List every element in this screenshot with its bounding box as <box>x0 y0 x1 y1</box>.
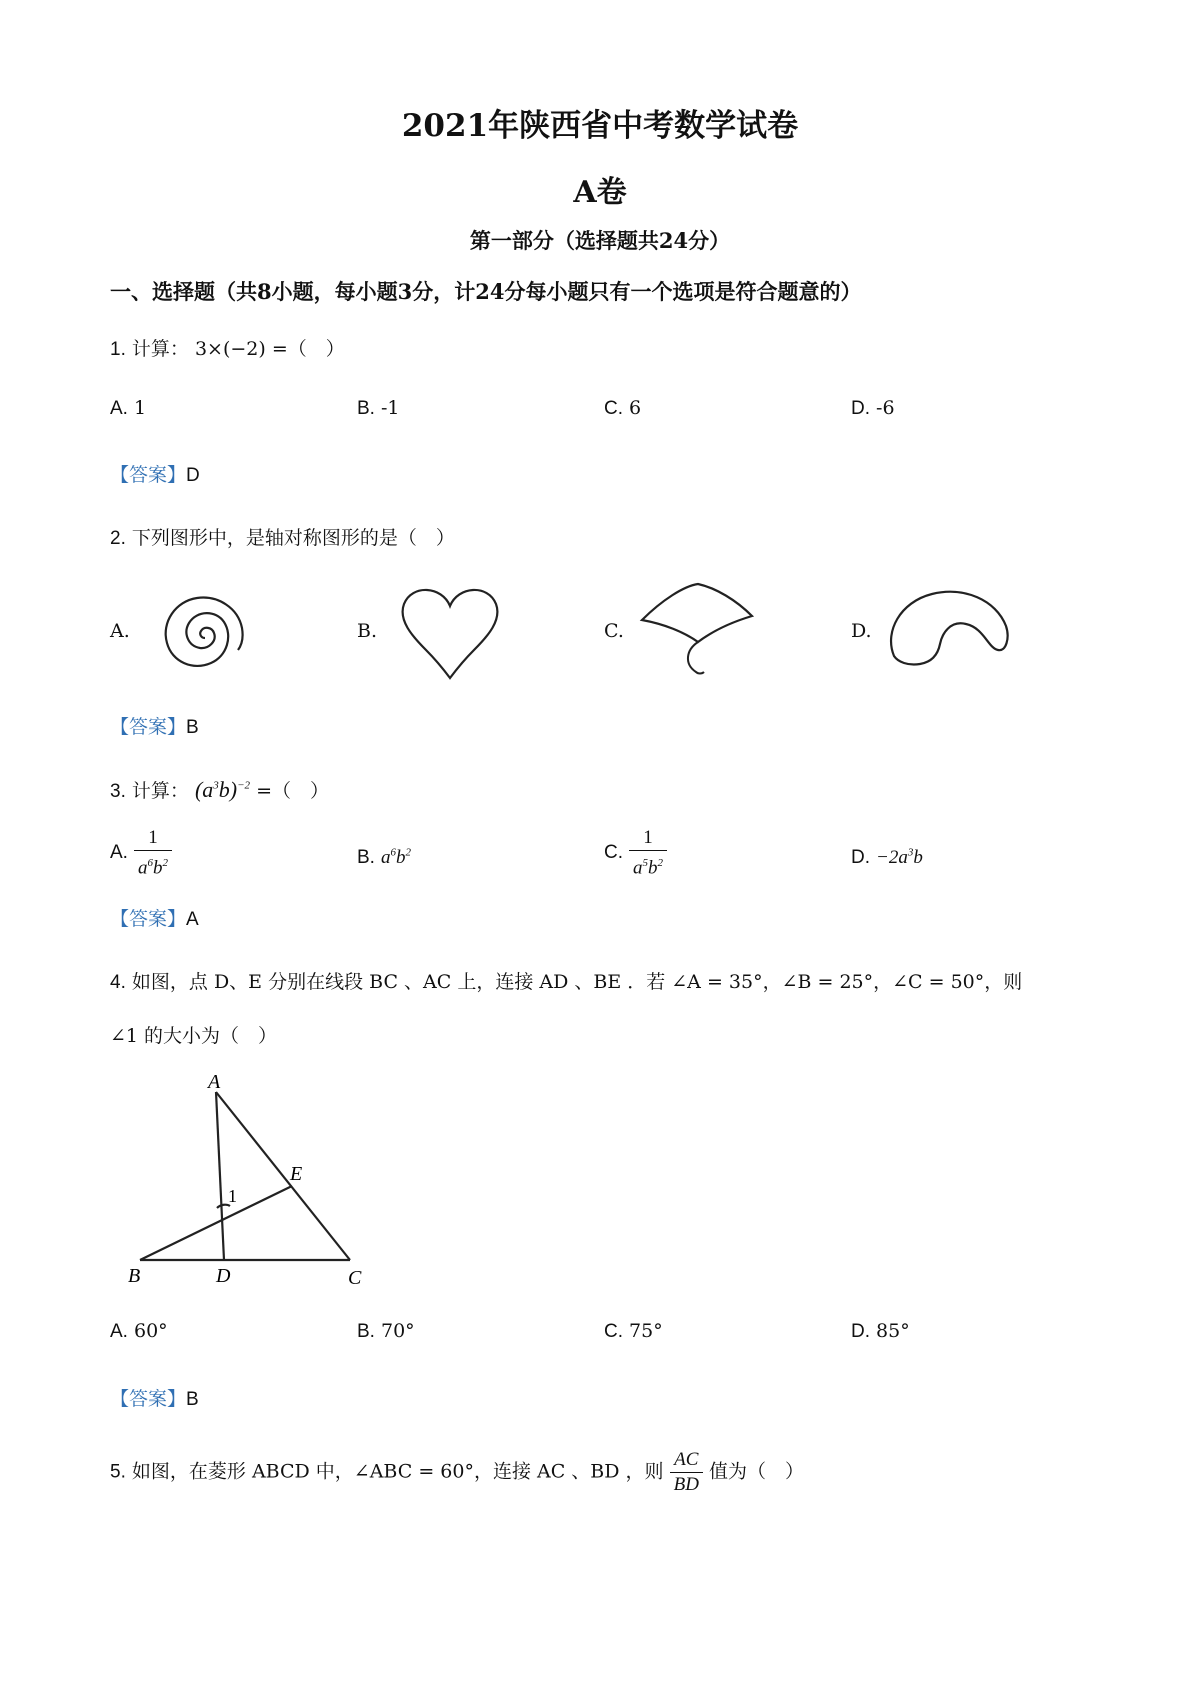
wave-figure-icon[interactable] <box>880 582 1020 682</box>
question-stem: 如图，在菱形 ABCD 中，∠ABC = 60°，连接 AC 、BD ，则 <box>131 1460 664 1483</box>
answer-label: 【答案】 <box>110 1388 187 1410</box>
option-text: -6 <box>876 397 895 419</box>
fraction <box>629 826 667 880</box>
question-stem: 计算： <box>131 338 189 360</box>
question-stem: 计算： <box>131 780 189 802</box>
option-label: C. <box>604 398 623 419</box>
expr-b: b <box>396 847 406 868</box>
question-3 <box>110 776 329 803</box>
segment-be <box>140 1186 292 1260</box>
fan-figure-icon[interactable] <box>632 578 762 694</box>
expr-exp1: 3 <box>213 779 219 792</box>
answer-value: B <box>186 717 199 738</box>
triangle-figure <box>120 1070 380 1290</box>
answer-label: 【答案】 <box>110 716 187 738</box>
q3-answer <box>110 904 199 931</box>
expr-b: b <box>913 847 923 868</box>
answer-value: A <box>186 909 199 930</box>
option-label: C. <box>604 1321 623 1342</box>
den-b: b <box>153 857 163 879</box>
question-expr: 3×(−2) =（ ） <box>194 338 345 360</box>
q2-option-d-label: D. <box>851 620 872 642</box>
expr-a: a <box>381 847 391 868</box>
question-2 <box>110 523 455 550</box>
side-ac <box>216 1092 350 1260</box>
vertex-b-label: B <box>128 1265 141 1287</box>
den-a: a <box>138 857 148 879</box>
option-label: B. <box>357 1321 375 1342</box>
q1-answer <box>110 460 200 487</box>
part-title: 第一部分（选择题共24分） <box>469 228 731 253</box>
section-heading: 一、选择题（共8小题，每小题3分，计24分每小题只有一个选项是符合题意的） <box>110 279 862 304</box>
option-label: A. <box>110 842 128 864</box>
question-1 <box>110 334 345 361</box>
question-4-line2: ∠1 的大小为（ ） <box>110 1025 278 1047</box>
option-label: A. <box>110 398 128 419</box>
answer-label: 【答案】 <box>110 464 187 486</box>
question-number: 2. <box>110 528 126 549</box>
expr-exp2: −2 <box>237 779 251 792</box>
option-text: 1 <box>134 397 147 419</box>
volume-title: A卷 <box>573 175 627 210</box>
answer-label: 【答案】 <box>110 908 187 930</box>
option-text: 85° <box>876 1320 910 1342</box>
segment-ad <box>216 1092 224 1260</box>
q2-answer <box>110 712 199 739</box>
option-label: C. <box>604 842 623 864</box>
option-label: A. <box>110 1321 128 1342</box>
option-text: 6 <box>629 397 642 419</box>
option-label: D. <box>851 398 870 419</box>
question-stem: 下列图形中，是轴对称图形的是（ ） <box>131 527 455 549</box>
option-text: -1 <box>381 397 400 419</box>
option-label: D. <box>851 847 870 868</box>
q1-option-d[interactable] <box>851 397 895 420</box>
question-number: 4. <box>110 972 126 993</box>
option-text: 75° <box>629 1320 663 1342</box>
expr-exp2: 2 <box>405 846 411 859</box>
vertex-c-label: C <box>348 1267 362 1289</box>
angle-1-label: 1 <box>228 1186 237 1206</box>
den-b: b <box>648 857 658 879</box>
fraction-numerator: 1 <box>134 826 172 851</box>
question-stem-tail: 值为（ ） <box>708 1460 804 1483</box>
q1-option-a[interactable] <box>110 397 146 420</box>
fraction <box>134 826 172 880</box>
q2-option-a-label: A. <box>110 620 130 642</box>
heart-figure-icon[interactable] <box>390 578 510 690</box>
expr-mid: b) <box>218 777 238 802</box>
point-e-label: E <box>290 1163 303 1185</box>
q3-option-d[interactable] <box>851 846 923 869</box>
option-label: D. <box>851 1321 870 1342</box>
expr-pre: −2a <box>876 847 908 868</box>
fraction-denominator <box>134 851 172 880</box>
point-d-label: D <box>216 1265 231 1287</box>
fraction-numerator: AC <box>670 1448 703 1473</box>
question-number: 5. <box>110 1461 126 1483</box>
question-expr <box>195 777 250 802</box>
vertex-a-label: A <box>208 1071 221 1093</box>
answer-value: B <box>186 1389 199 1410</box>
ratio-fraction <box>670 1448 703 1497</box>
question-stem-line1: 如图，点 D、E 分别在线段 BC 、AC 上，连接 AD 、BE ．若 ∠A = 35°，∠B = 25°，∠C = 50°，则 <box>131 971 1023 993</box>
question-number: 3. <box>110 781 126 802</box>
q2-option-b-label: B. <box>357 620 378 642</box>
option-label: B. <box>357 847 375 868</box>
q3-option-b[interactable] <box>357 846 411 869</box>
spiral-figure-icon[interactable] <box>145 580 265 690</box>
fraction-numerator: 1 <box>629 826 667 851</box>
question-number: 1. <box>110 339 126 360</box>
fraction-denominator <box>629 851 667 880</box>
question-4 <box>110 967 1110 994</box>
q1-option-c[interactable] <box>604 397 641 420</box>
expr-exp1: 6 <box>390 846 396 859</box>
exam-title: 2021年陕西省中考数学试卷 <box>401 108 799 144</box>
q3-option-c[interactable] <box>604 826 667 880</box>
q4-option-b[interactable] <box>357 1320 415 1343</box>
q4-option-a[interactable] <box>110 1320 168 1343</box>
option-text: 70° <box>381 1320 415 1342</box>
expr-exp1: 3 <box>907 846 914 859</box>
q3-option-a[interactable] <box>110 826 172 880</box>
q4-answer <box>110 1384 199 1411</box>
option-expr <box>381 847 411 868</box>
den-a: a <box>633 857 643 879</box>
question-5 <box>110 1448 804 1497</box>
den-exp1: 6 <box>147 857 153 869</box>
q4-option-c[interactable] <box>604 1320 663 1343</box>
fraction-denominator: BD <box>673 1474 699 1495</box>
den-exp2: 2 <box>657 857 664 869</box>
option-label: B. <box>357 398 375 419</box>
q2-option-c-label: C. <box>604 620 624 642</box>
expr-base: (a <box>194 777 214 802</box>
q4-option-d[interactable] <box>851 1320 910 1343</box>
den-exp1: 5 <box>642 857 649 869</box>
answer-value: D <box>186 465 200 486</box>
option-text: 60° <box>134 1320 168 1342</box>
q1-option-b[interactable] <box>357 397 400 420</box>
den-exp2: 2 <box>162 857 168 869</box>
option-expr <box>876 847 923 868</box>
expr-tail: =（ ） <box>250 780 330 802</box>
